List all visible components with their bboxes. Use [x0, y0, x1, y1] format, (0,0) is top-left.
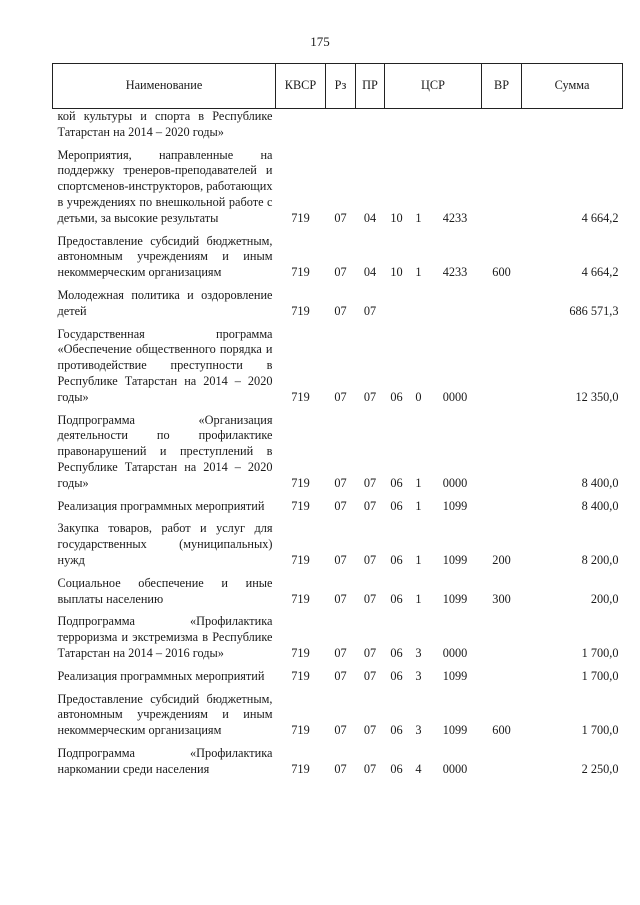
budget-table	[52, 63, 623, 777]
cell-sum: 8 400,0	[581, 475, 619, 490]
cell-pr: 07	[363, 645, 377, 660]
cell-csr-code: 1099	[442, 668, 468, 683]
cell-csr-program: 06	[390, 645, 403, 660]
cell-csr-subprogram	[409, 288, 429, 320]
cell-vr: 300	[492, 591, 511, 606]
table-row	[53, 669, 623, 685]
cell-sum: 4 664,2	[581, 265, 619, 280]
table-row	[53, 109, 623, 141]
header-kvsr: КВСР	[276, 64, 326, 109]
cell-rz: 07	[334, 475, 347, 490]
cell-sum: 1 700,0	[581, 723, 619, 738]
row-gap	[53, 227, 623, 234]
cell-csr-program: 06	[390, 761, 403, 776]
cell-vr: 600	[492, 723, 511, 738]
cell-sum	[522, 109, 623, 141]
cell-kvsr: 719	[291, 761, 310, 776]
cell-csr-program	[385, 109, 409, 141]
cell-name: Реализация программных мероприятий	[57, 498, 265, 513]
table-row	[53, 576, 623, 608]
table-row	[53, 413, 623, 492]
cell-csr-code: 1099	[442, 552, 468, 567]
table-row	[53, 499, 623, 515]
cell-kvsr: 719	[291, 389, 310, 404]
cell-csr-program: 10	[390, 210, 403, 225]
cell-rz: 07	[334, 552, 347, 567]
cell-vr	[482, 288, 522, 320]
table-row	[53, 148, 623, 227]
cell-csr-code: 0000	[442, 645, 468, 660]
row-gap	[53, 281, 623, 288]
cell-name: Молодежная политика и оздоровление детей	[57, 287, 273, 318]
cell-name: Предоставление субсидий бюджетным, автономным учреждениям и иным некоммерческим организациям	[57, 233, 273, 280]
row-gap-cell	[53, 514, 623, 521]
cell-vr	[482, 109, 522, 141]
cell-csr-subprogram: 1	[415, 498, 422, 513]
cell-name: Подпрограмма «Профилактика наркомании среди населения	[57, 745, 273, 776]
cell-pr: 07	[363, 723, 377, 738]
cell-rz: 07	[334, 723, 347, 738]
cell-rz: 07	[334, 668, 347, 683]
header-pr: ПР	[356, 64, 385, 109]
cell-csr-code: 4233	[442, 210, 468, 225]
cell-kvsr: 719	[291, 303, 310, 318]
row-gap-cell	[53, 492, 623, 499]
row-gap	[53, 141, 623, 148]
cell-vr	[482, 327, 522, 406]
row-gap-cell	[53, 141, 623, 148]
row-gap	[53, 569, 623, 576]
header-vr: ВР	[482, 64, 522, 109]
row-gap	[53, 406, 623, 413]
cell-kvsr: 719	[291, 498, 310, 513]
cell-kvsr: 719	[291, 723, 310, 738]
table-row	[53, 692, 623, 739]
row-gap-cell	[53, 227, 623, 234]
cell-pr: 04	[363, 265, 377, 280]
cell-vr	[482, 614, 522, 661]
cell-rz: 07	[334, 591, 347, 606]
row-gap	[53, 685, 623, 692]
cell-csr-subprogram: 3	[415, 668, 422, 683]
cell-vr: 600	[492, 265, 511, 280]
cell-rz: 07	[334, 645, 347, 660]
cell-csr-code: 0000	[442, 475, 468, 490]
cell-pr: 07	[363, 552, 377, 567]
cell-csr-code: 0000	[442, 389, 468, 404]
cell-sum: 12 350,0	[575, 389, 619, 404]
row-gap	[53, 662, 623, 669]
cell-pr: 07	[363, 591, 377, 606]
row-gap-cell	[53, 320, 623, 327]
cell-name: Закупка товаров, работ и услуг для государственных (муниципальных) нужд	[57, 521, 273, 567]
cell-csr-subprogram: 3	[415, 645, 422, 660]
cell-pr: 07	[363, 668, 377, 683]
cell-csr-program: 06	[390, 668, 403, 683]
row-gap-cell	[53, 739, 623, 746]
row-gap	[53, 320, 623, 327]
cell-rz: 07	[334, 761, 347, 776]
cell-kvsr: 719	[291, 210, 310, 225]
header-sum: Сумма	[522, 64, 623, 109]
cell-pr: 07	[363, 761, 377, 776]
cell-vr	[482, 413, 522, 492]
cell-sum: 200,0	[590, 591, 619, 606]
cell-vr: 200	[492, 552, 511, 567]
row-gap-cell	[53, 662, 623, 669]
header-rz: Рз	[326, 64, 356, 109]
cell-csr-subprogram: 3	[415, 723, 422, 738]
cell-csr-program	[385, 288, 409, 320]
cell-pr: 07	[363, 389, 377, 404]
cell-csr-code	[429, 288, 482, 320]
cell-vr	[482, 746, 522, 778]
cell-name: Подпрограмма «Профилактика терроризма и экстремизма в Республике Татарстан на 2014 – 2016 годы»	[57, 614, 273, 660]
cell-csr-program: 06	[390, 389, 403, 404]
cell-csr-subprogram	[409, 109, 429, 141]
cell-rz: 07	[334, 303, 347, 318]
cell-kvsr: 719	[291, 668, 310, 683]
row-gap	[53, 514, 623, 521]
cell-csr-code	[429, 109, 482, 141]
row-gap	[53, 607, 623, 614]
cell-rz: 07	[334, 389, 347, 404]
cell-vr	[482, 669, 522, 685]
row-gap-cell	[53, 685, 623, 692]
cell-kvsr: 719	[291, 645, 310, 660]
cell-csr-program: 06	[390, 552, 403, 567]
cell-name: кой культуры и спорта в Республике Татарстан на 2014 – 2020 годы»	[57, 109, 273, 139]
cell-csr-subprogram: 0	[415, 389, 422, 404]
cell-rz: 07	[334, 210, 347, 225]
cell-name: Предоставление субсидий бюджетным, автономным учреждениям и иным некоммерческим организациям	[57, 691, 273, 738]
table-row	[53, 327, 623, 406]
table-row	[53, 614, 623, 661]
cell-csr-program: 06	[390, 498, 403, 513]
cell-kvsr: 719	[291, 475, 310, 490]
cell-sum: 1 700,0	[581, 668, 619, 683]
cell-rz: 07	[334, 265, 347, 280]
header-csr: ЦСР	[385, 64, 482, 109]
table-body	[53, 109, 623, 778]
row-gap	[53, 492, 623, 499]
cell-rz	[326, 109, 356, 141]
table-header-row	[53, 64, 623, 109]
cell-csr-program: 06	[390, 475, 403, 490]
cell-csr-program: 10	[390, 265, 403, 280]
cell-csr-code: 0000	[442, 761, 468, 776]
cell-sum: 8 400,0	[581, 498, 619, 513]
cell-csr-code: 1099	[442, 723, 468, 738]
table-row	[53, 288, 623, 320]
cell-csr-subprogram: 1	[415, 265, 422, 280]
table-row	[53, 521, 623, 568]
row-gap-cell	[53, 281, 623, 288]
cell-csr-code: 1099	[442, 498, 468, 513]
row-gap-cell	[53, 406, 623, 413]
cell-csr-subprogram: 1	[415, 591, 422, 606]
cell-name: Реализация программных мероприятий	[57, 668, 265, 683]
cell-sum: 8 200,0	[581, 552, 619, 567]
row-gap-cell	[53, 607, 623, 614]
cell-pr: 04	[363, 210, 377, 225]
cell-sum: 1 700,0	[581, 645, 619, 660]
table-row	[53, 234, 623, 281]
page-number: 175	[310, 34, 330, 49]
cell-pr: 07	[363, 303, 377, 318]
cell-pr	[356, 109, 385, 141]
cell-vr	[482, 499, 522, 515]
cell-name: Государственная программа «Обеспечение общественного порядка и противодействие преступности в Республике Татарстан на 2014 – 2020 годы»	[57, 326, 273, 404]
header-name: Наименование	[53, 64, 276, 109]
cell-csr-program: 06	[390, 723, 403, 738]
cell-pr: 07	[363, 475, 377, 490]
cell-csr-program: 06	[390, 591, 403, 606]
cell-csr-code: 4233	[442, 265, 468, 280]
table-row	[53, 746, 623, 778]
cell-name: Подпрограмма «Организация деятельности по профилактике правонарушений и преступлений в Республике Татарстан на 2014 – 2020 годы»	[57, 412, 273, 490]
cell-kvsr: 719	[291, 552, 310, 567]
cell-sum: 2 250,0	[581, 761, 619, 776]
cell-csr-subprogram: 1	[415, 552, 422, 567]
cell-sum: 686 571,3	[569, 303, 619, 318]
cell-kvsr	[276, 109, 326, 141]
cell-csr-subprogram: 1	[415, 210, 422, 225]
cell-kvsr: 719	[291, 591, 310, 606]
cell-csr-subprogram: 4	[415, 761, 422, 776]
cell-pr: 07	[363, 498, 377, 513]
cell-csr-code: 1099	[442, 591, 468, 606]
row-gap-cell	[53, 569, 623, 576]
row-gap	[53, 739, 623, 746]
cell-name: Социальное обеспечение и иные выплаты населению	[57, 575, 273, 606]
cell-csr-subprogram: 1	[415, 475, 422, 490]
cell-name: Мероприятия, направленные на поддержку тренеров-преподавателей и спортсменов-инструкторов, работающих в учреждениях по внешкольной работе с детьми, за высокие результаты	[57, 147, 273, 225]
cell-vr	[482, 148, 522, 227]
cell-rz: 07	[334, 498, 347, 513]
cell-sum: 4 664,2	[581, 210, 619, 225]
cell-kvsr: 719	[291, 265, 310, 280]
